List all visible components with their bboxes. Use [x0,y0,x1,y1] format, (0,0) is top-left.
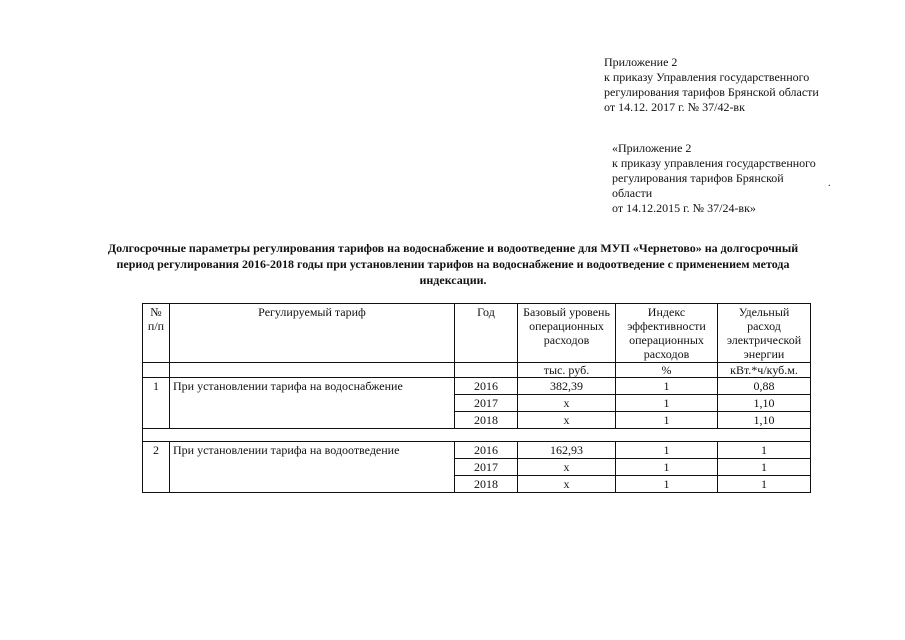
appendix-previous-line: «Приложение 2 [612,141,692,155]
cell-year: 2017 [455,395,518,412]
header-base-level: Базовый уровень операционных расходов [518,304,616,363]
appendix-note-previous [612,141,816,216]
cell-efficiency-index: 1 [616,395,718,412]
units-num [143,363,170,378]
title-line: индексации. [419,273,487,287]
header-efficiency-index: Индекс эффективности операционных расходов [616,304,718,363]
title-line: период регулирования 2016-2018 годы при установлении тарифов на водоснабжение и водоотведение с применением метода [116,257,790,271]
row-num: 1 [143,378,170,429]
header-tariff: Регулируемый тариф [170,304,455,363]
cell-base-level: х [518,412,616,429]
cell-base-level: 162,93 [518,442,616,459]
cell-year: 2018 [455,412,518,429]
row-num: 2 [143,442,170,493]
cell-energy: 1,10 [718,395,811,412]
cell-energy: 1 [718,476,811,493]
appendix-previous-line: от 14.12.2015 г. № 37/24-вк» [612,201,756,215]
title-line: Долгосрочные параметры регулирования тарифов на водоснабжение и водоотведение для МУП «Чернетово» на долгосрочный [107,241,799,255]
header-num: № п/п [143,304,170,363]
table-row [143,378,811,395]
appendix-current-line: от 14.12. 2017 г. № 37/42-вк [604,100,745,114]
row-tariff: При установлении тарифа на водоснабжение [170,378,455,429]
scan-speck: . [828,178,831,189]
cell-base-level: х [518,476,616,493]
units-year [455,363,518,378]
table-row [143,442,811,459]
cell-base-level: 382,39 [518,378,616,395]
appendix-current-line: Приложение 2 [604,55,678,69]
appendix-previous-line: области [612,186,653,200]
units-efficiency-index: % [616,363,718,378]
appendix-previous-line: регулирования тарифов Брянской [612,171,784,185]
cell-energy: 1,10 [718,412,811,429]
table-units-row [143,363,811,378]
document-title [72,240,834,288]
appendix-current-line: к приказу Управления государственного [604,70,810,84]
appendix-previous-line: к приказу управления государственного [612,156,816,170]
cell-base-level: х [518,395,616,412]
appendix-current-line: регулирования тарифов Брянской области [604,85,819,99]
cell-efficiency-index: 1 [616,378,718,395]
units-base-level: тыс. руб. [518,363,616,378]
tariff-parameters-table [142,303,811,493]
cell-year: 2017 [455,459,518,476]
spacer-cell [143,429,811,442]
cell-year: 2016 [455,378,518,395]
row-tariff: При установлении тарифа на водоотведение [170,442,455,493]
cell-energy: 1 [718,459,811,476]
cell-efficiency-index: 1 [616,412,718,429]
cell-energy: 1 [718,442,811,459]
cell-base-level: х [518,459,616,476]
table-spacer-row [143,429,811,442]
cell-efficiency-index: 1 [616,476,718,493]
cell-efficiency-index: 1 [616,459,718,476]
header-energy: Удельный расход электрической энергии [718,304,811,363]
appendix-note-current [604,55,819,115]
units-energy: кВт.*ч/куб.м. [718,363,811,378]
cell-year: 2018 [455,476,518,493]
cell-efficiency-index: 1 [616,442,718,459]
units-tariff [170,363,455,378]
table-header-row [143,304,811,363]
cell-year: 2016 [455,442,518,459]
header-year: Год [455,304,518,363]
cell-energy: 0,88 [718,378,811,395]
